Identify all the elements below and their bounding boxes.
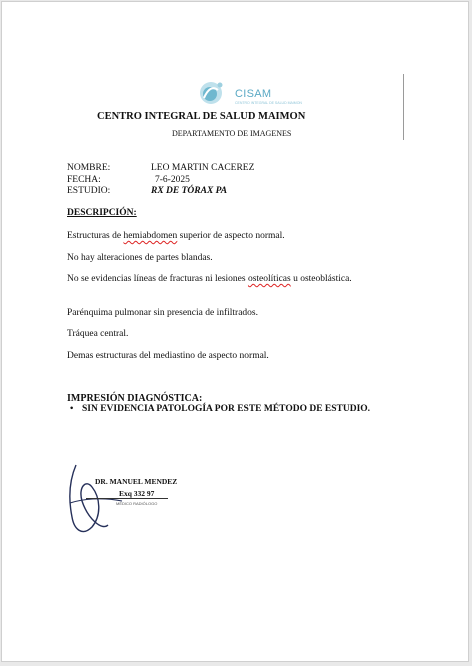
study-row <box>67 185 227 197</box>
header-divider <box>403 74 404 140</box>
patient-name-row <box>67 162 254 174</box>
signature-line <box>86 498 168 499</box>
signatory-registry: Exq 332 97 <box>119 489 155 498</box>
study-name: RX DE TÓRAX PA <box>151 186 228 196</box>
finding-5: Tráquea central. <box>67 329 129 339</box>
finding-2: No hay alteraciones de partes blandas. <box>67 253 213 263</box>
finding-1: Estructuras de hemiabdomen superior de aspecto normal. <box>67 231 285 241</box>
logo-subtext: CENTRO INTEGRAL DE SALUD MAIMON <box>235 101 302 105</box>
description-heading: DESCRIPCIÓN: <box>67 208 137 218</box>
bullet-icon: • <box>70 404 74 414</box>
exam-date: 7-6-2025 <box>155 175 190 185</box>
patient-name: LEO MARTIN CACEREZ <box>151 163 255 173</box>
document-page <box>1 1 469 662</box>
impression-item: SIN EVIDENCIA PATOLOGÍA POR ESTE MÉTODO DE ESTUDIO. <box>82 404 371 414</box>
finding-4: Parénquima pulmonar sin presencia de infiltrados. <box>67 308 259 318</box>
signatory-name: DR. MANUEL MENDEZ <box>95 477 178 486</box>
spelling-flag: hemiabdomen <box>123 231 178 241</box>
date-label: FECHA: <box>67 175 101 185</box>
impression-heading: IMPRESIÓN DIAGNÓSTICA: <box>67 393 203 404</box>
study-label: ESTUDIO: <box>67 186 111 196</box>
spelling-flag: osteolíticas <box>247 274 291 284</box>
finding-3: No se evidencias líneas de fracturas ni lesiones osteolíticas u osteoblástica. <box>67 274 352 284</box>
finding-6: Demas estructuras del mediastino de aspecto normal. <box>67 351 269 361</box>
document-title: CENTRO INTEGRAL DE SALUD MAIMON <box>97 111 306 122</box>
logo-wordmark: CISAM <box>235 88 272 100</box>
name-label: NOMBRE: <box>67 163 111 173</box>
signatory-role: MÉDICO RADIÓLOGO <box>116 501 158 506</box>
impression-list <box>70 404 371 414</box>
department-name: DEPARTAMENTO DE IMAGENES <box>172 129 292 138</box>
